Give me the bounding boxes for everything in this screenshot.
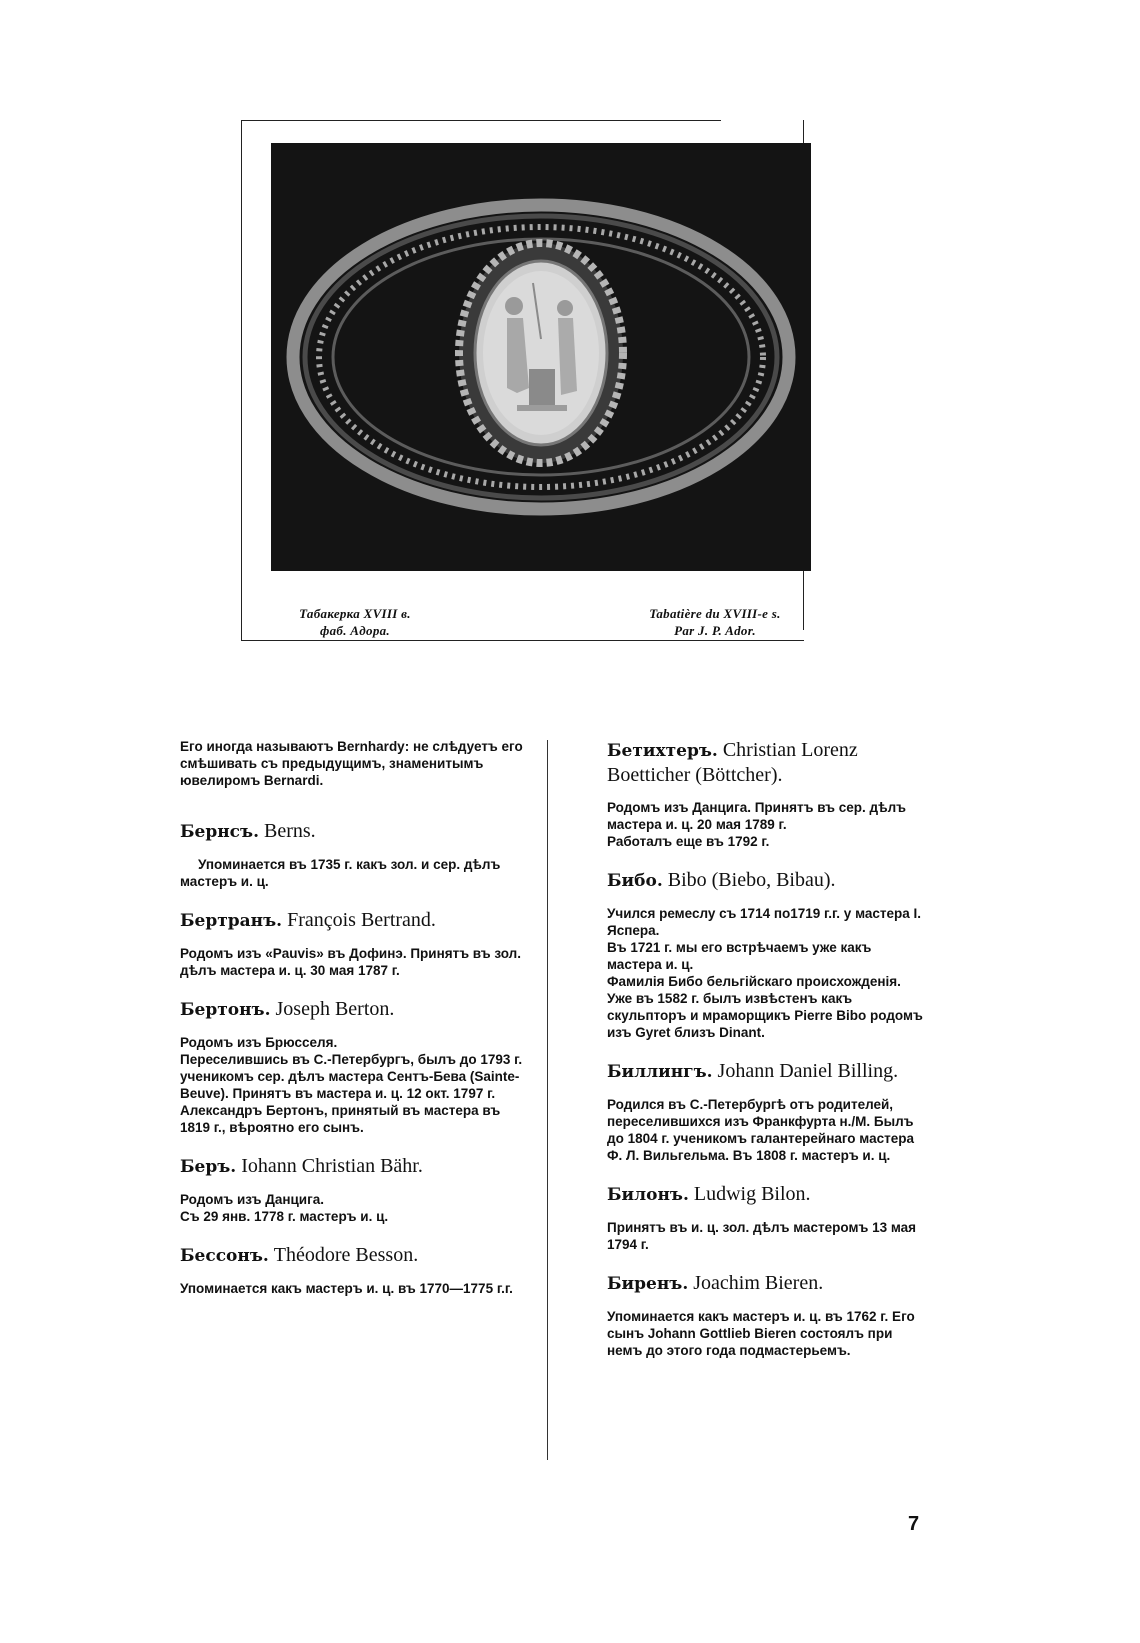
entry-body: Упоминается какъ мастеръ и. ц. въ 1770—1775 г.г. xyxy=(180,1281,513,1296)
entry-berns xyxy=(180,819,530,890)
entry-heading: Биллингъ. Johann Daniel Billing. xyxy=(607,1060,899,1082)
entry-boetticher xyxy=(607,738,927,850)
entry-heading: Беръ. Iohann Christian Bähr. xyxy=(180,1155,423,1177)
entry-body: Родомъ изъ Данцига. Принятъ въ сер. дѣлъ мастера и. ц. 20 мая 1789 г. Работалъ еще въ 1792 г. xyxy=(607,800,907,849)
plate-caption-ru: Табакерка XVIII в. фаб. Адора. xyxy=(299,606,411,638)
entry-heading: Бессонъ. Théodore Besson. xyxy=(180,1244,419,1266)
entry-body: Упоминается въ 1735 г. какъ зол. и сер. дѣлъ мастеръ и. ц. xyxy=(180,857,501,889)
entry-body: Родомъ изъ «Pauvis» въ Дофинэ. Принятъ въ зол. дѣлъ мастера и. ц. 30 мая 1787 г. xyxy=(180,946,521,978)
entry-heading: Бетихтеръ. Christian Lorenz Boetticher (Böttcher). xyxy=(607,739,858,786)
entry-body: Принятъ въ и. ц. зол. дѣлъ мастеромъ 13 мая 1794 г. xyxy=(607,1220,917,1252)
plate-caption-fr: Tabatière du XVIII-e s. Par J. P. Ador. xyxy=(649,606,781,638)
right-column xyxy=(607,738,927,1377)
entry-heading: Билонъ. Ludwig Bilon. xyxy=(607,1183,811,1205)
entry-body: Учился ремеслу съ 1714 по1719 г.г. у мастера I. Яспера. Въ 1721 г. мы его встрѣчаемъ уже какъ мастера и. ц. Фамилія Бибо бельгійскаго происхожденія. Уже въ 1582 г. былъ извѣстенъ какъ скульпторъ и мраморщикъ Pierre Bibo родомъ изъ Gyret близъ Dinant. xyxy=(607,906,923,1040)
entry-bertrand xyxy=(180,908,530,979)
entry-heading: Бибо. Bibo (Biebo, Bibau). xyxy=(607,869,836,891)
page-number: 7 xyxy=(908,1513,920,1535)
entry-berton xyxy=(180,997,530,1136)
entry-bieren xyxy=(607,1271,927,1359)
entry-heading: Бертонъ. Joseph Berton. xyxy=(180,998,395,1020)
intro-paragraph: Его иногда называютъ Bernhardy: не слѣдуетъ его смѣшивать съ предыдущимъ, знаменитымъ ювелиромъ Bernardi. xyxy=(180,739,523,788)
snuffbox-photo xyxy=(271,143,811,571)
left-column xyxy=(180,738,530,1315)
entry-heading: Бертранъ. François Bertrand. xyxy=(180,909,436,931)
entry-billing xyxy=(607,1059,927,1164)
entry-body: Родился въ С.-Петербургѣ отъ родителей, переселившихся изъ Франкфурта н./М. Былъ до 1804 г. ученикомъ галантерейнаго мастера Ф. Л. Вильгельма. Въ 1808 г. мастеръ и. ц. xyxy=(607,1097,914,1163)
entry-body: Упоминается какъ мастеръ и. ц. въ 1762 г. Его сынъ Johann Gottlieb Bieren состоялъ при немъ до этого года подмастерьемъ. xyxy=(607,1309,915,1358)
entry-bahr xyxy=(180,1154,530,1225)
column-divider xyxy=(547,740,548,1460)
entry-heading: Биренъ. Joachim Bieren. xyxy=(607,1272,824,1294)
entry-bibo xyxy=(607,868,927,1041)
entry-heading: Бернсъ. Berns. xyxy=(180,820,316,842)
entry-body: Родомъ изъ Данцига. Съ 29 янв. 1778 г. мастеръ и. ц. xyxy=(180,1192,389,1224)
entry-bilon xyxy=(607,1182,927,1253)
entry-body: Родомъ изъ Брюсселя. Переселившись въ С.-Петербургъ, былъ до 1793 г. ученикомъ сер. дѣлъ мастера Сентъ-Бева (Sainte-Beuve). Принятъ въ мастера и. ц. 12 окт. 1797 г. Александръ Бертонъ, принятый въ мастера въ 1819 г., вѣроятно его сынъ. xyxy=(180,1035,523,1135)
entry-besson xyxy=(180,1243,530,1297)
